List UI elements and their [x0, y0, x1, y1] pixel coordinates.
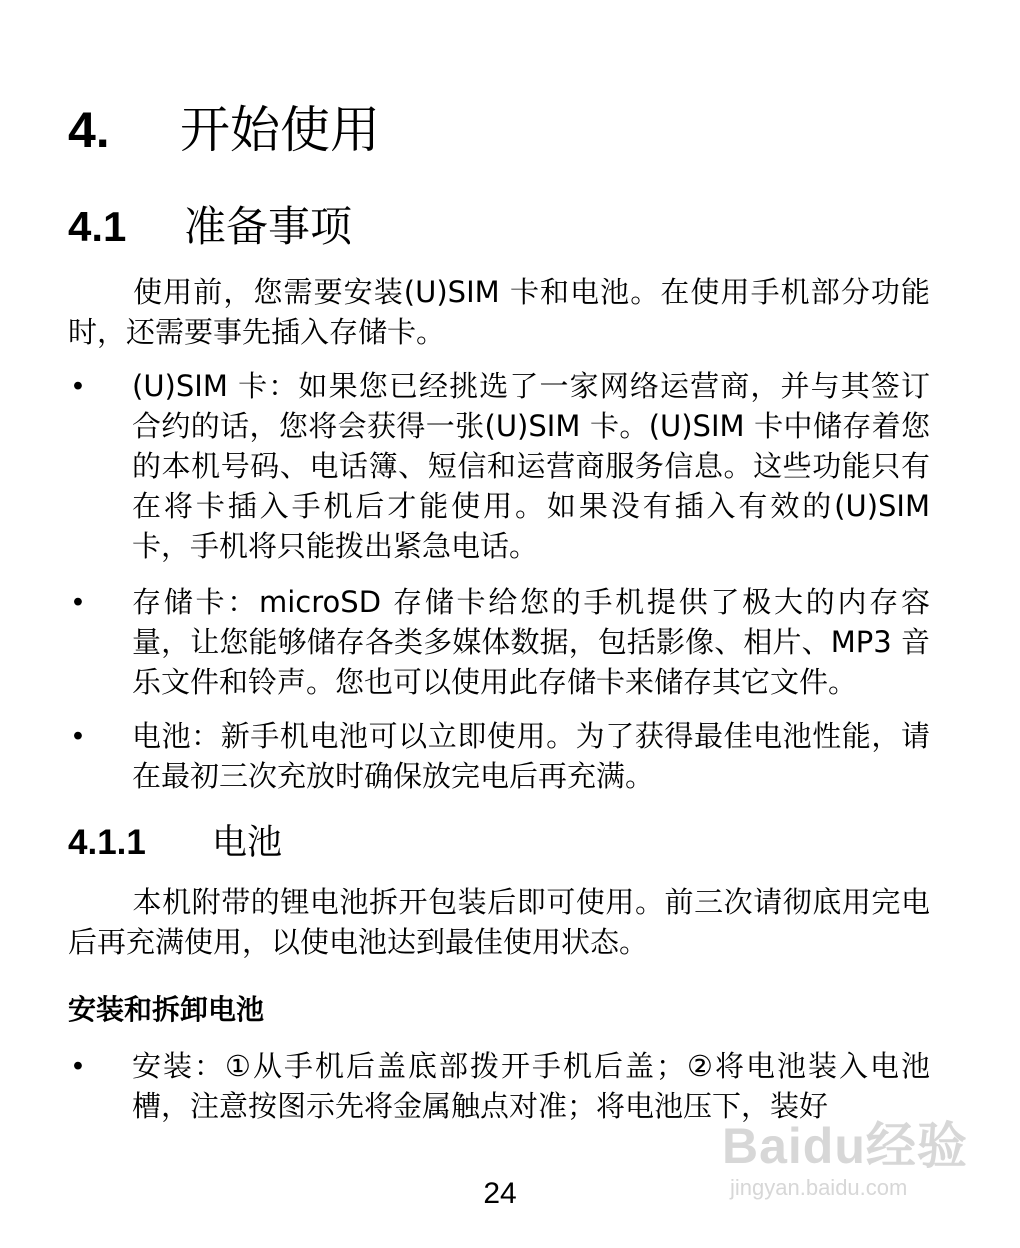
section-heading: [68, 200, 352, 254]
bullet-sim: [68, 366, 930, 566]
bullet-install: [68, 1046, 930, 1126]
bullet-marker: •: [72, 370, 84, 402]
bullet-battery: [68, 716, 930, 796]
watermark-url: jingyan.baidu.com: [730, 1175, 908, 1200]
chapter-heading: [68, 100, 380, 160]
bullet-marker: •: [72, 1050, 84, 1082]
install-remove-heading: 安装和拆卸电池: [68, 993, 265, 1026]
intro-paragraph: [68, 272, 930, 352]
bullet-install-text: 安装：①从手机后盖底部拨开手机后盖；②将电池装入电池槽，注意按图示先将金属触点对准；将电池压下，装好: [132, 1049, 930, 1123]
watermark-logo: Baidu经验: [722, 1118, 968, 1174]
page-number: 24: [483, 1177, 517, 1210]
bullet-battery-text: 电池：新手机电池可以立即使用。为了获得最佳电池性能，请在最初三次充放时确保放完电后再充满。: [132, 719, 930, 793]
baidu-watermark: [722, 1118, 972, 1218]
bullet-sim-text: (U)SIM 卡：如果您已经挑选了一家网络运营商，并与其签订合约的话，您将会获得一张(U)SIM 卡。(U)SIM 卡中储存着您的本机号码、电话簿、短信和运营商服务信息。这些功能只有在将卡插入手机后才能使用。如果没有插入有效的(U)SIM 卡，手机将只能拨出紧急电话。: [132, 369, 930, 563]
section-number: 4.1: [68, 203, 127, 250]
chapter-title: 开始使用: [180, 101, 380, 159]
bullet-memory-card-text: 存储卡：microSD 存储卡给您的手机提供了极大的内存容量，让您能够储存各类多媒体数据，包括影像、相片、MP3 音乐文件和铃声。您也可以使用此存储卡来储存其它文件。: [132, 585, 930, 699]
subsection-heading: [68, 818, 282, 868]
subsection-number: 4.1.1: [68, 823, 146, 862]
section-title: 准备事项: [184, 202, 353, 251]
chapter-number: 4.: [68, 102, 110, 158]
bullet-marker: •: [72, 586, 84, 618]
battery-paragraph: [68, 882, 930, 962]
bullet-memory-card: [68, 582, 930, 702]
subsection-title: 电池: [212, 823, 283, 863]
intro-text: 使用前，您需要安装(U)SIM 卡和电池。在使用手机部分功能时，还需要事先插入存储卡。: [68, 275, 930, 349]
bullet-marker: •: [72, 720, 84, 752]
battery-text: 本机附带的锂电池拆开包装后即可使用。前三次请彻底用完电后再充满使用，以使电池达到最佳使用状态。: [68, 885, 930, 959]
